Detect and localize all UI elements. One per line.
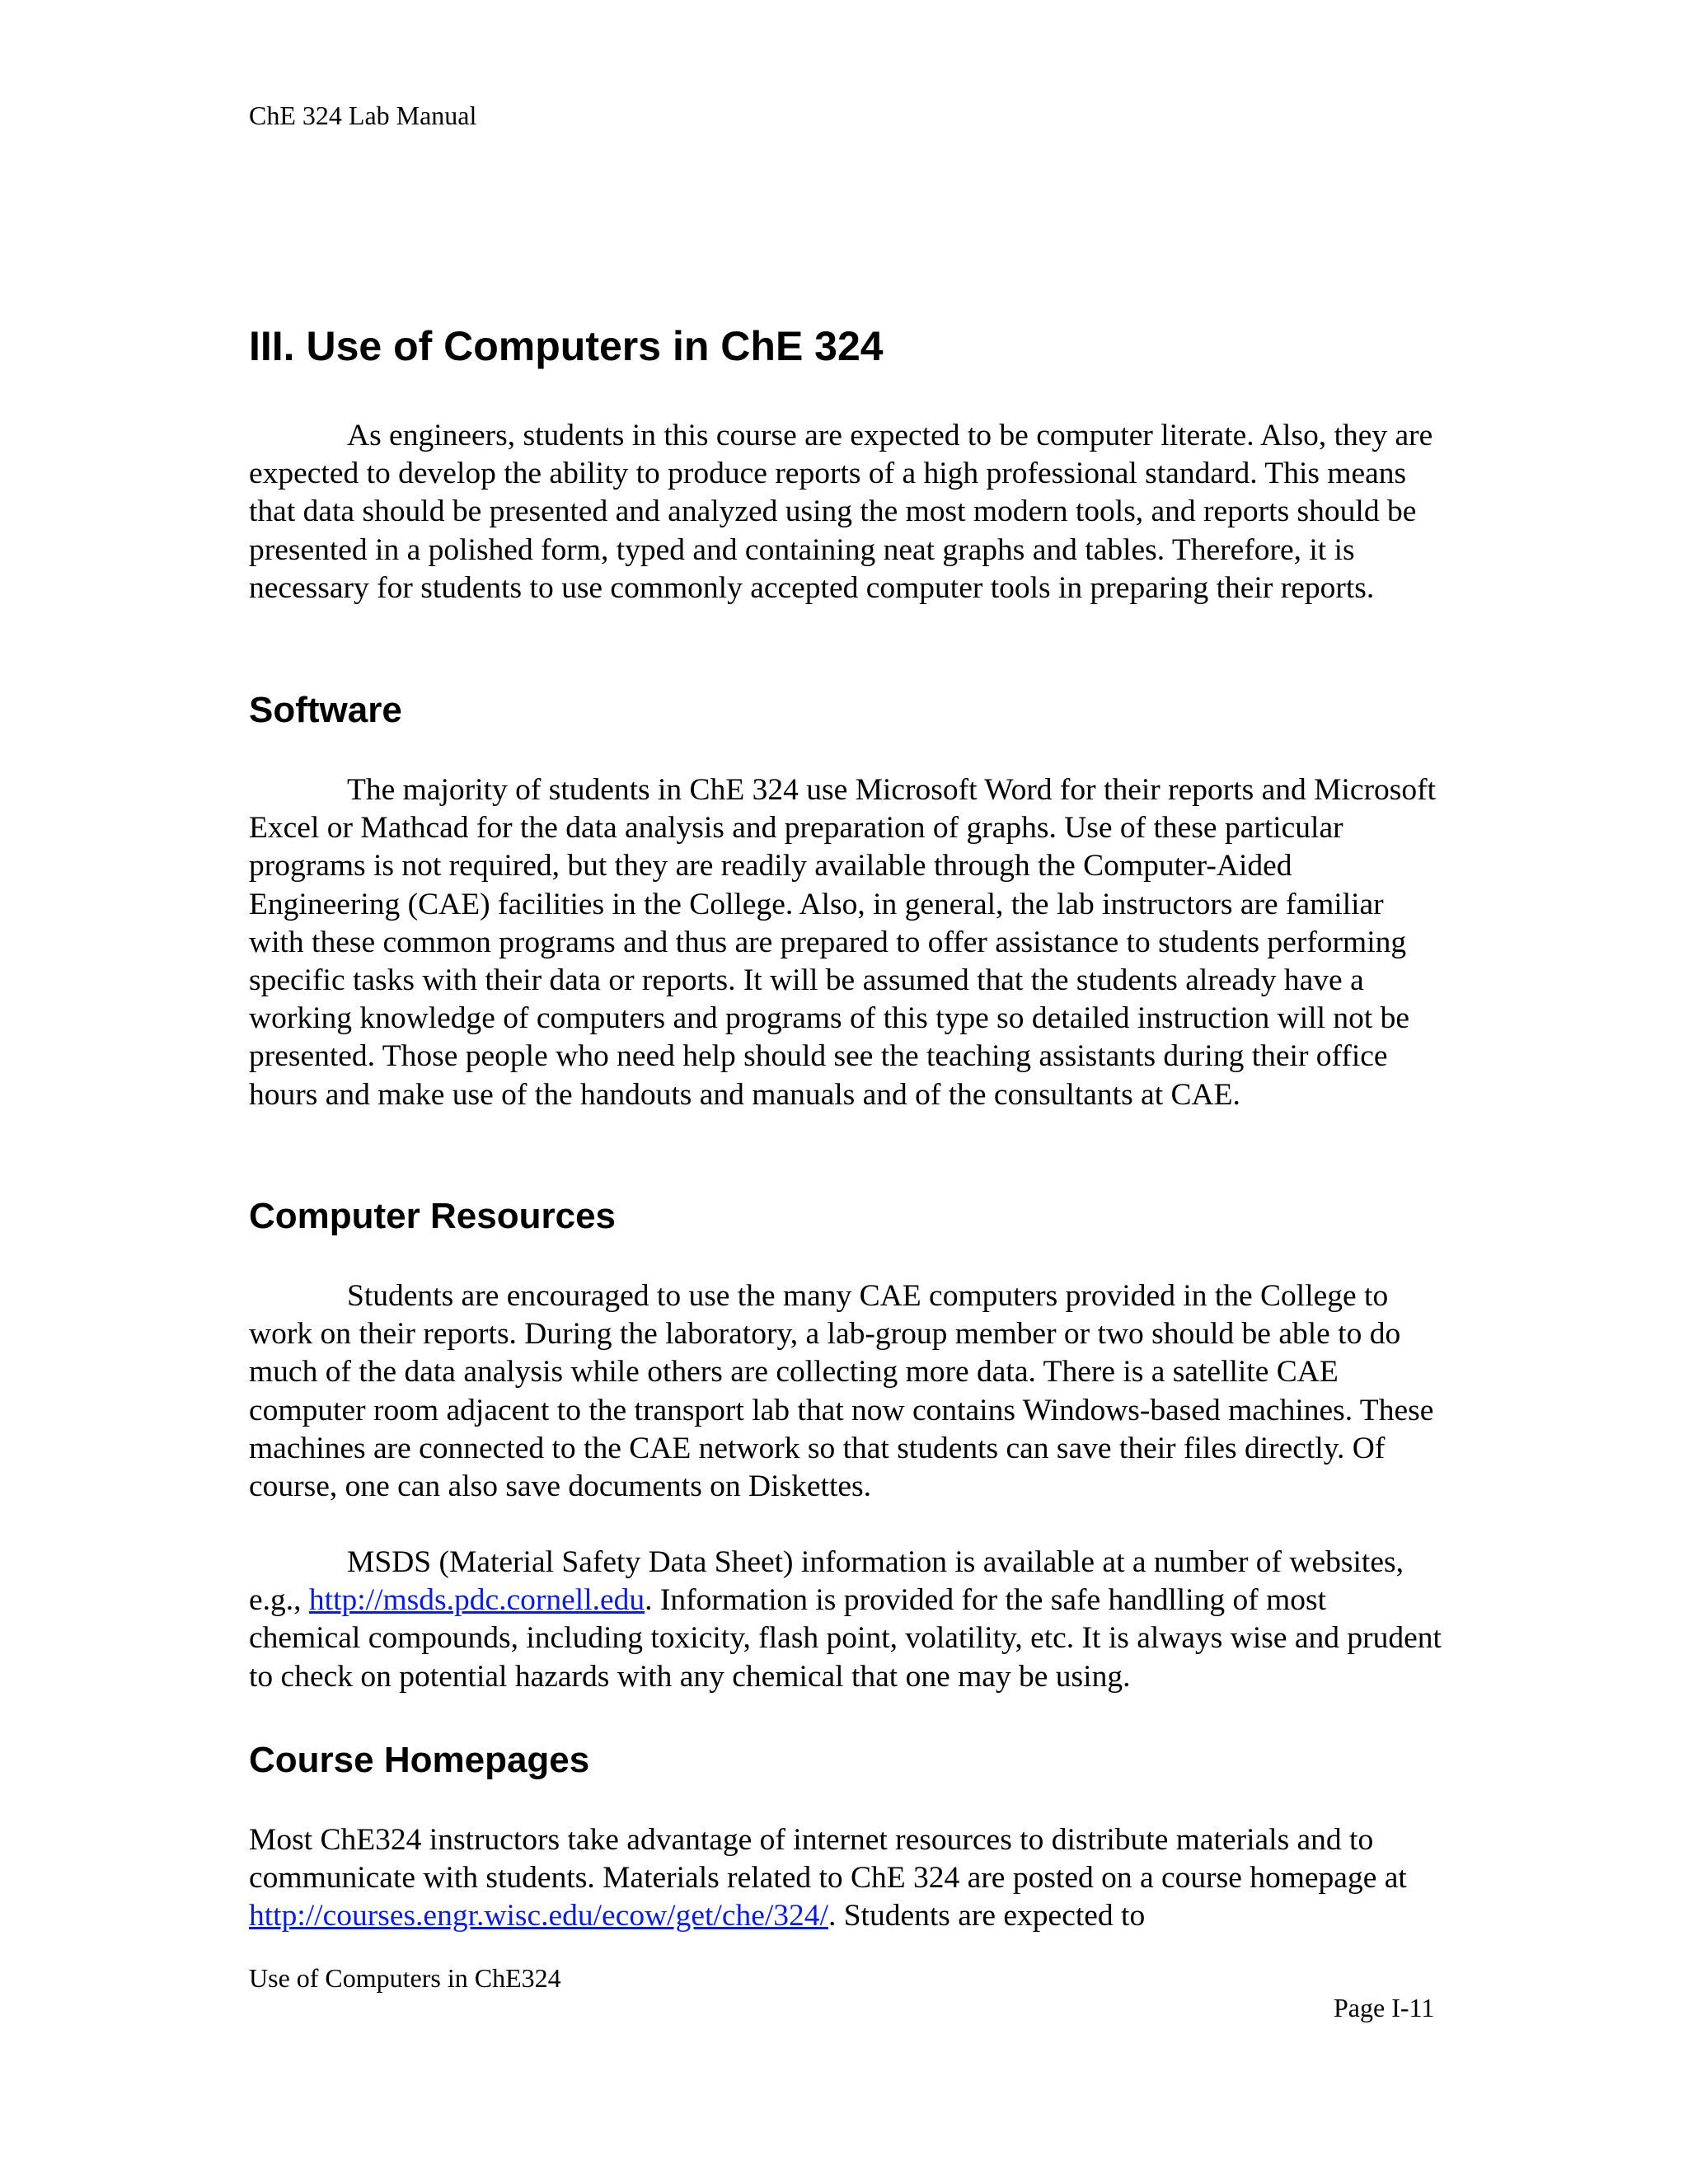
msds-link[interactable]: http://msds.pdc.cornell.edu <box>308 1583 645 1618</box>
msds-text-before: MSDS (Material Safety Data Sheet) information is available at a number of websites, e.g., <box>249 1545 1404 1618</box>
course-homepages-paragraph <box>249 1821 1442 1936</box>
computer-resources-paragraph: Students are encouraged to use the many CAE computers provided in the College to work on their reports. During the laboratory, a lab-group member or two should be able to do much of the data analysis while others are collecting more data. There is a satellite CAE computer room adjacent to the transport lab that now contains Windows-based machines. These machines are connected to the CAE network so that students can save their files directly. Of course, one can also save documents on Diskettes. <box>249 1279 1434 1504</box>
course-homepage-link[interactable]: http://courses.engr.wisc.edu/ecow/get/che/324/ <box>249 1899 828 1933</box>
msds-text-after: . Information is provided for the safe handlling of most chemical compounds, including toxicity, flash point, volatility, etc. It is always wise and prudent to check on potential hazards with any chemical that one may be using. <box>249 1583 1442 1694</box>
software-paragraph: The majority of students in ChE 324 use Microsoft Word for their reports and Microsoft Excel or Mathcad for the data analysis and preparation of graphs. Use of these particular programs is not required, but they are readily available through the Computer-Aided Engineering (CAE) facilities in the College. Also, in general, the lab instructors are familiar with these common programs and thus are prepared to offer assistance to students performing specific tasks with their data or reports. It will be assumed that the students already have a working knowledge of computers and programs of this type so detailed instruction will not be presented. Those people who need help should see the teaching assistants during their office hours and make use of the handouts and manuals and of the consultants at CAE. <box>249 773 1437 1112</box>
chapter-title: III. Use of Computers in ChE 324 <box>249 323 884 369</box>
software-heading: Software <box>249 690 402 730</box>
course-homepages-text-after: . Students are expected to <box>828 1899 1146 1933</box>
running-header: ChE 324 Lab Manual <box>249 101 477 130</box>
msds-paragraph <box>249 1544 1442 1696</box>
footer-section-title: Use of Computers in ChE324 <box>249 1963 561 1993</box>
computer-resources-heading: Computer Resources <box>249 1196 617 1236</box>
intro-paragraph: As engineers, students in this course are expected to be computer literate. Also, they are expected to develop the ability to produce reports of a high professional standard. This means that data should be presented and analyzed using the most modern tools, and reports should be presented in a polished form, typed and containing neat graphs and tables. Therefore, it is necessary for students to use commonly accepted computer tools in preparing their reports. <box>249 419 1433 605</box>
course-homepages-text-before: Most ChE324 instructors take advantage of internet resources to distribute materials and to communicate with students. Materials related to ChE 324 are posted on a course homepage at <box>249 1823 1407 1896</box>
course-homepages-heading: Course Homepages <box>249 1740 590 1780</box>
page-number: Page I-11 <box>1334 1993 1435 2022</box>
